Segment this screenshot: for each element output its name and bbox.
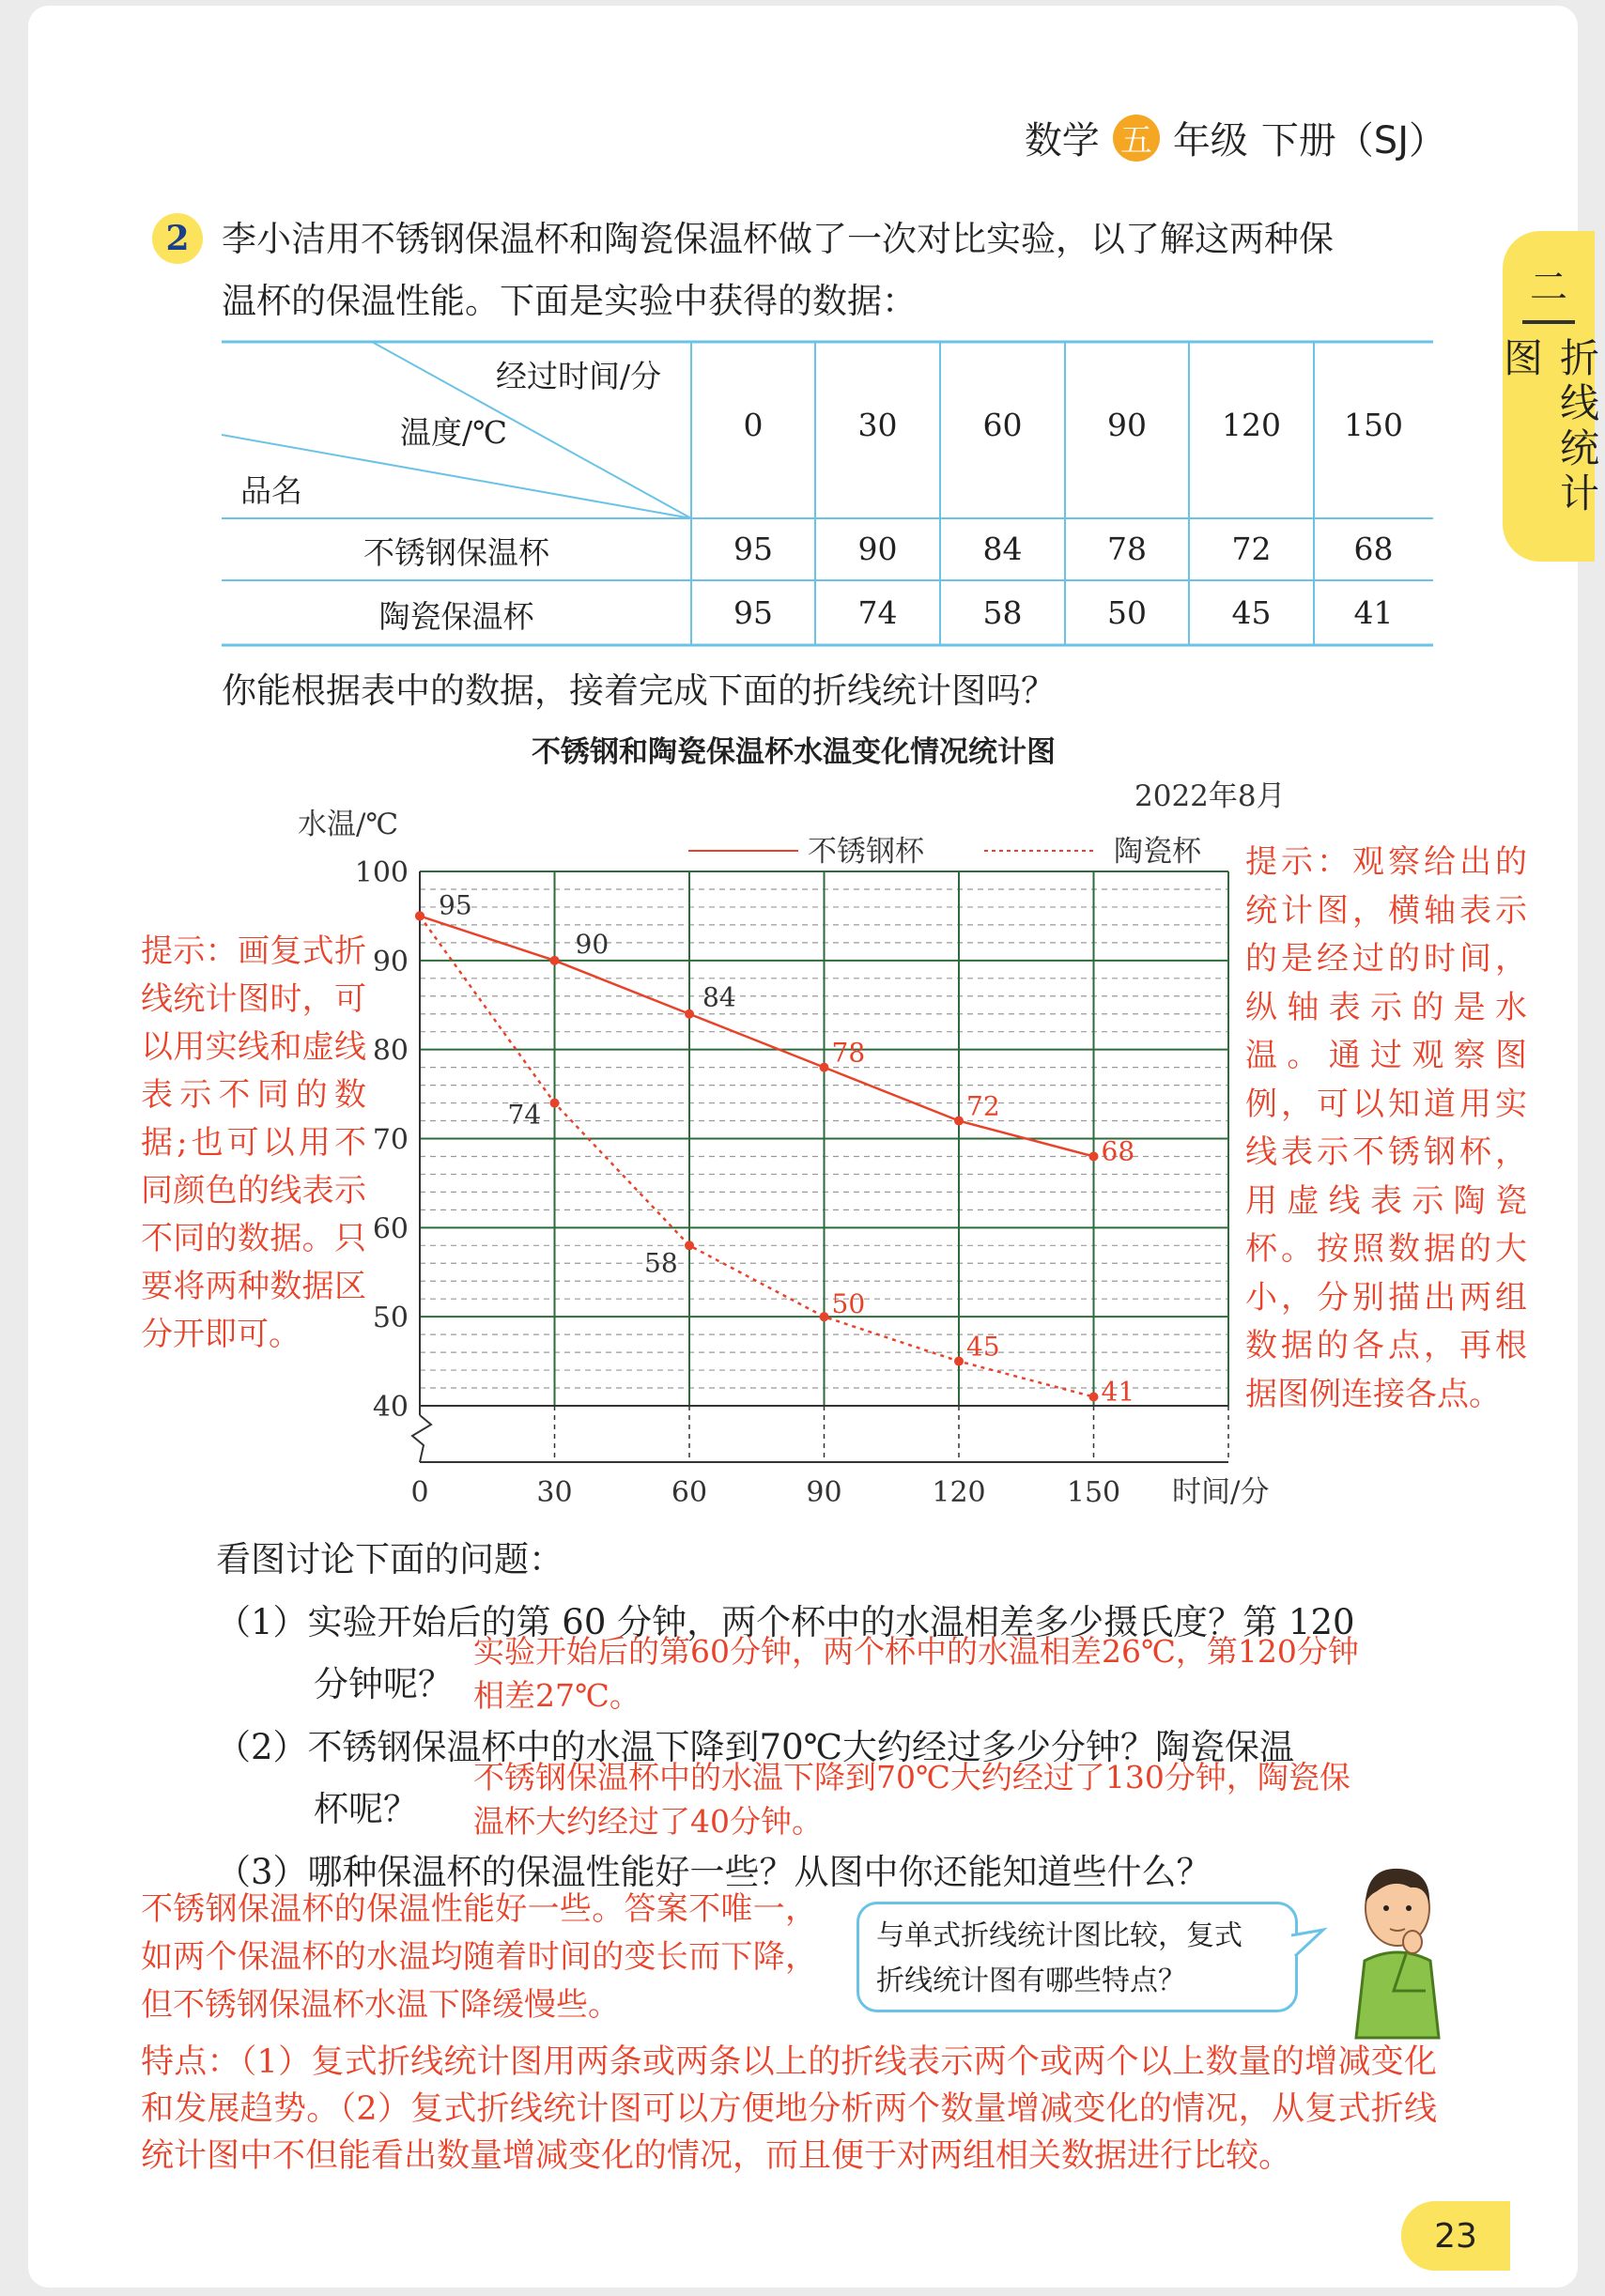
answer-1-line-2: 相差27℃。 bbox=[473, 1677, 640, 1714]
steel-data-label: 68 bbox=[1101, 1135, 1135, 1167]
table-cell: 78 bbox=[1107, 531, 1147, 567]
x-tick-label: 150 bbox=[1066, 1476, 1121, 1509]
table-corner-time: 经过时间/分 bbox=[496, 358, 662, 394]
time-30: 30 bbox=[857, 407, 898, 443]
ceramic-data-point bbox=[820, 1312, 829, 1321]
steel-data-point bbox=[954, 1117, 964, 1126]
table-cell: 95 bbox=[733, 531, 773, 567]
chart-title: 不锈钢和陶瓷保温杯水温变化情况统计图 bbox=[532, 735, 1056, 769]
ceramic-data-label: 58 bbox=[644, 1247, 678, 1279]
answer-2-line-1: 不锈钢保温杯中的水温下降到70℃大约经过了130分钟，陶瓷保 bbox=[473, 1759, 1350, 1795]
question-number-badge: 2 bbox=[152, 213, 203, 264]
prompt-text: 你能根据表中的数据，接着完成下面的折线统计图吗？ bbox=[222, 670, 1056, 711]
axis-break-icon bbox=[412, 1415, 431, 1462]
chart-date: 2022年8月 bbox=[1134, 779, 1286, 813]
ceramic-data-point bbox=[550, 1099, 560, 1108]
question-1-line-2: 分钟呢？ bbox=[314, 1664, 453, 1704]
x-tick-label: 0 bbox=[410, 1476, 429, 1509]
bubble-line-2: 折线统计图有哪些特点？ bbox=[876, 1965, 1186, 1997]
ceramic-data-point bbox=[1089, 1393, 1099, 1402]
discussion-intro: 看图讨论下面的问题： bbox=[216, 1539, 563, 1579]
steel-data-point bbox=[550, 956, 560, 965]
question-3: （3）哪种保温杯的保温性能好一些？从图中你还能知道些什么？ bbox=[216, 1852, 1211, 1892]
steel-data-label: 95 bbox=[439, 889, 472, 921]
table-cell: 95 bbox=[733, 594, 773, 631]
ceramic-data-point bbox=[685, 1240, 694, 1250]
table-cell: 90 bbox=[857, 531, 898, 567]
row-name-ceramic: 陶瓷保温杯 bbox=[378, 598, 534, 635]
table-cell: 68 bbox=[1353, 531, 1394, 567]
question-line-1: 李小洁用不锈钢保温杯和陶瓷保温杯做了一次对比实验，以了解这两种保 bbox=[222, 219, 1334, 259]
y-tick-label: 70 bbox=[372, 1123, 409, 1157]
speech-bubble bbox=[857, 1902, 1298, 2012]
header-grade-suffix: 年级 bbox=[1172, 119, 1248, 162]
legend-steel-label: 不锈钢杯 bbox=[808, 835, 924, 869]
x-tick-label: 30 bbox=[536, 1476, 573, 1509]
x-tick-label: 120 bbox=[932, 1476, 986, 1509]
y-axis-label: 水温/℃ bbox=[298, 808, 399, 841]
header-volume: 下册（SJ） bbox=[1260, 119, 1446, 162]
time-60: 60 bbox=[982, 407, 1023, 443]
row-name-steel: 不锈钢保温杯 bbox=[363, 534, 549, 571]
steel-data-label: 72 bbox=[966, 1090, 1000, 1122]
features-text: 特点：（1）复式折线统计图用两条或两条以上的折线表示两个或两个以上数量的增减变化和发展趋势。（2）复式折线统计图可以方便地分析两个数量增减变化的情况，从复式折线统计图中不但能看出数量增减变化的情况，而且便于对两组相关数据进行比较。 bbox=[141, 2043, 1437, 2175]
thinking-boy-illustration bbox=[1341, 1850, 1454, 2038]
table-cell: 41 bbox=[1353, 594, 1394, 631]
table-corner-name: 品名 bbox=[240, 472, 302, 509]
steel-data-point bbox=[820, 1063, 829, 1072]
question-2-line-1: （2）不锈钢保温杯中的水温下降到70℃大约经过多少分钟？陶瓷保温 bbox=[216, 1727, 1295, 1767]
table-cell: 74 bbox=[857, 594, 898, 631]
time-90: 90 bbox=[1107, 407, 1147, 443]
hint-right: 提示：观察给出的统计图，横轴表示的是经过的时间，纵轴表示的是水温。通过观察图例，可以知道用实线表示不锈钢杯，用虚线表示陶瓷杯。按照数据的大小，分别描出两组数据的各点，再根据图例连接各点。 bbox=[1245, 843, 1527, 1413]
y-tick-label: 50 bbox=[372, 1302, 409, 1335]
table-cell: 84 bbox=[982, 531, 1023, 567]
ceramic-data-label: 74 bbox=[507, 1099, 542, 1131]
ceramic-data-label: 41 bbox=[1101, 1376, 1135, 1408]
steel-data-point bbox=[1089, 1151, 1099, 1161]
steel-data-label: 84 bbox=[702, 981, 736, 1013]
x-tick-label: 90 bbox=[806, 1476, 842, 1509]
x-tick-label: 60 bbox=[671, 1476, 708, 1509]
question-1-line-1: （1）实验开始后的第 60 分钟，两个杯中的水温相差多少摄氏度？第 120 bbox=[216, 1602, 1355, 1642]
bubble-tail bbox=[1291, 1930, 1329, 1967]
ceramic-data-label: 50 bbox=[831, 1288, 866, 1320]
steel-data-label: 90 bbox=[575, 928, 610, 960]
unit-number: 二 bbox=[1530, 266, 1567, 309]
ceramic-data-point bbox=[954, 1357, 964, 1366]
table-cell: 72 bbox=[1231, 531, 1272, 567]
y-tick-label: 90 bbox=[372, 945, 409, 978]
unit-title: 折线统计图 bbox=[1498, 336, 1600, 517]
legend-ceramic-label: 陶瓷杯 bbox=[1114, 835, 1201, 869]
time-0: 0 bbox=[743, 407, 764, 443]
ceramic-data-point bbox=[415, 911, 424, 920]
x-axis-label: 时间/分 bbox=[1172, 1475, 1270, 1509]
table-cell: 50 bbox=[1107, 594, 1147, 631]
hint-left: 提示：画复式折线统计图时，可以用实线和虚线表示不同的数据;也可以用不同颜色的线表示不同的数据。只要将两种数据区分开即可。 bbox=[141, 932, 366, 1353]
y-tick-label: 100 bbox=[354, 856, 409, 889]
question-2-line-2: 杯呢？ bbox=[314, 1789, 418, 1829]
y-tick-label: 40 bbox=[372, 1391, 409, 1424]
answer-1-line-1: 实验开始后的第60分钟，两个杯中的水温相差26℃，第120分钟 bbox=[473, 1633, 1359, 1670]
answer-3: 不锈钢保温杯的保温性能好一些。答案不唯一，如两个保温杯的水温均随着时间的变长而下降，但不锈钢保温杯水温下降缓慢些。 bbox=[141, 1890, 817, 2024]
table-cell: 58 bbox=[982, 594, 1023, 631]
time-120: 120 bbox=[1222, 407, 1281, 443]
header-subject: 数学 bbox=[1024, 119, 1100, 162]
table-cell: 45 bbox=[1231, 594, 1272, 631]
steel-data-point bbox=[685, 1009, 694, 1019]
y-tick-label: 60 bbox=[372, 1212, 409, 1246]
grade-badge: 五 bbox=[1113, 115, 1160, 162]
answer-2-line-2: 温杯大约经过了40分钟。 bbox=[473, 1803, 823, 1840]
steel-data-label: 78 bbox=[831, 1037, 866, 1069]
page-number: 23 bbox=[1401, 2201, 1510, 2271]
table-corner-temp: 温度/℃ bbox=[400, 414, 508, 451]
ceramic-data-label: 45 bbox=[966, 1331, 1000, 1363]
bubble-line-1: 与单式折线统计图比较，复式 bbox=[876, 1919, 1242, 1952]
y-tick-label: 80 bbox=[372, 1034, 409, 1068]
question-line-2: 温杯的保温性能。下面是实验中获得的数据： bbox=[222, 281, 917, 321]
time-150: 150 bbox=[1344, 407, 1403, 443]
